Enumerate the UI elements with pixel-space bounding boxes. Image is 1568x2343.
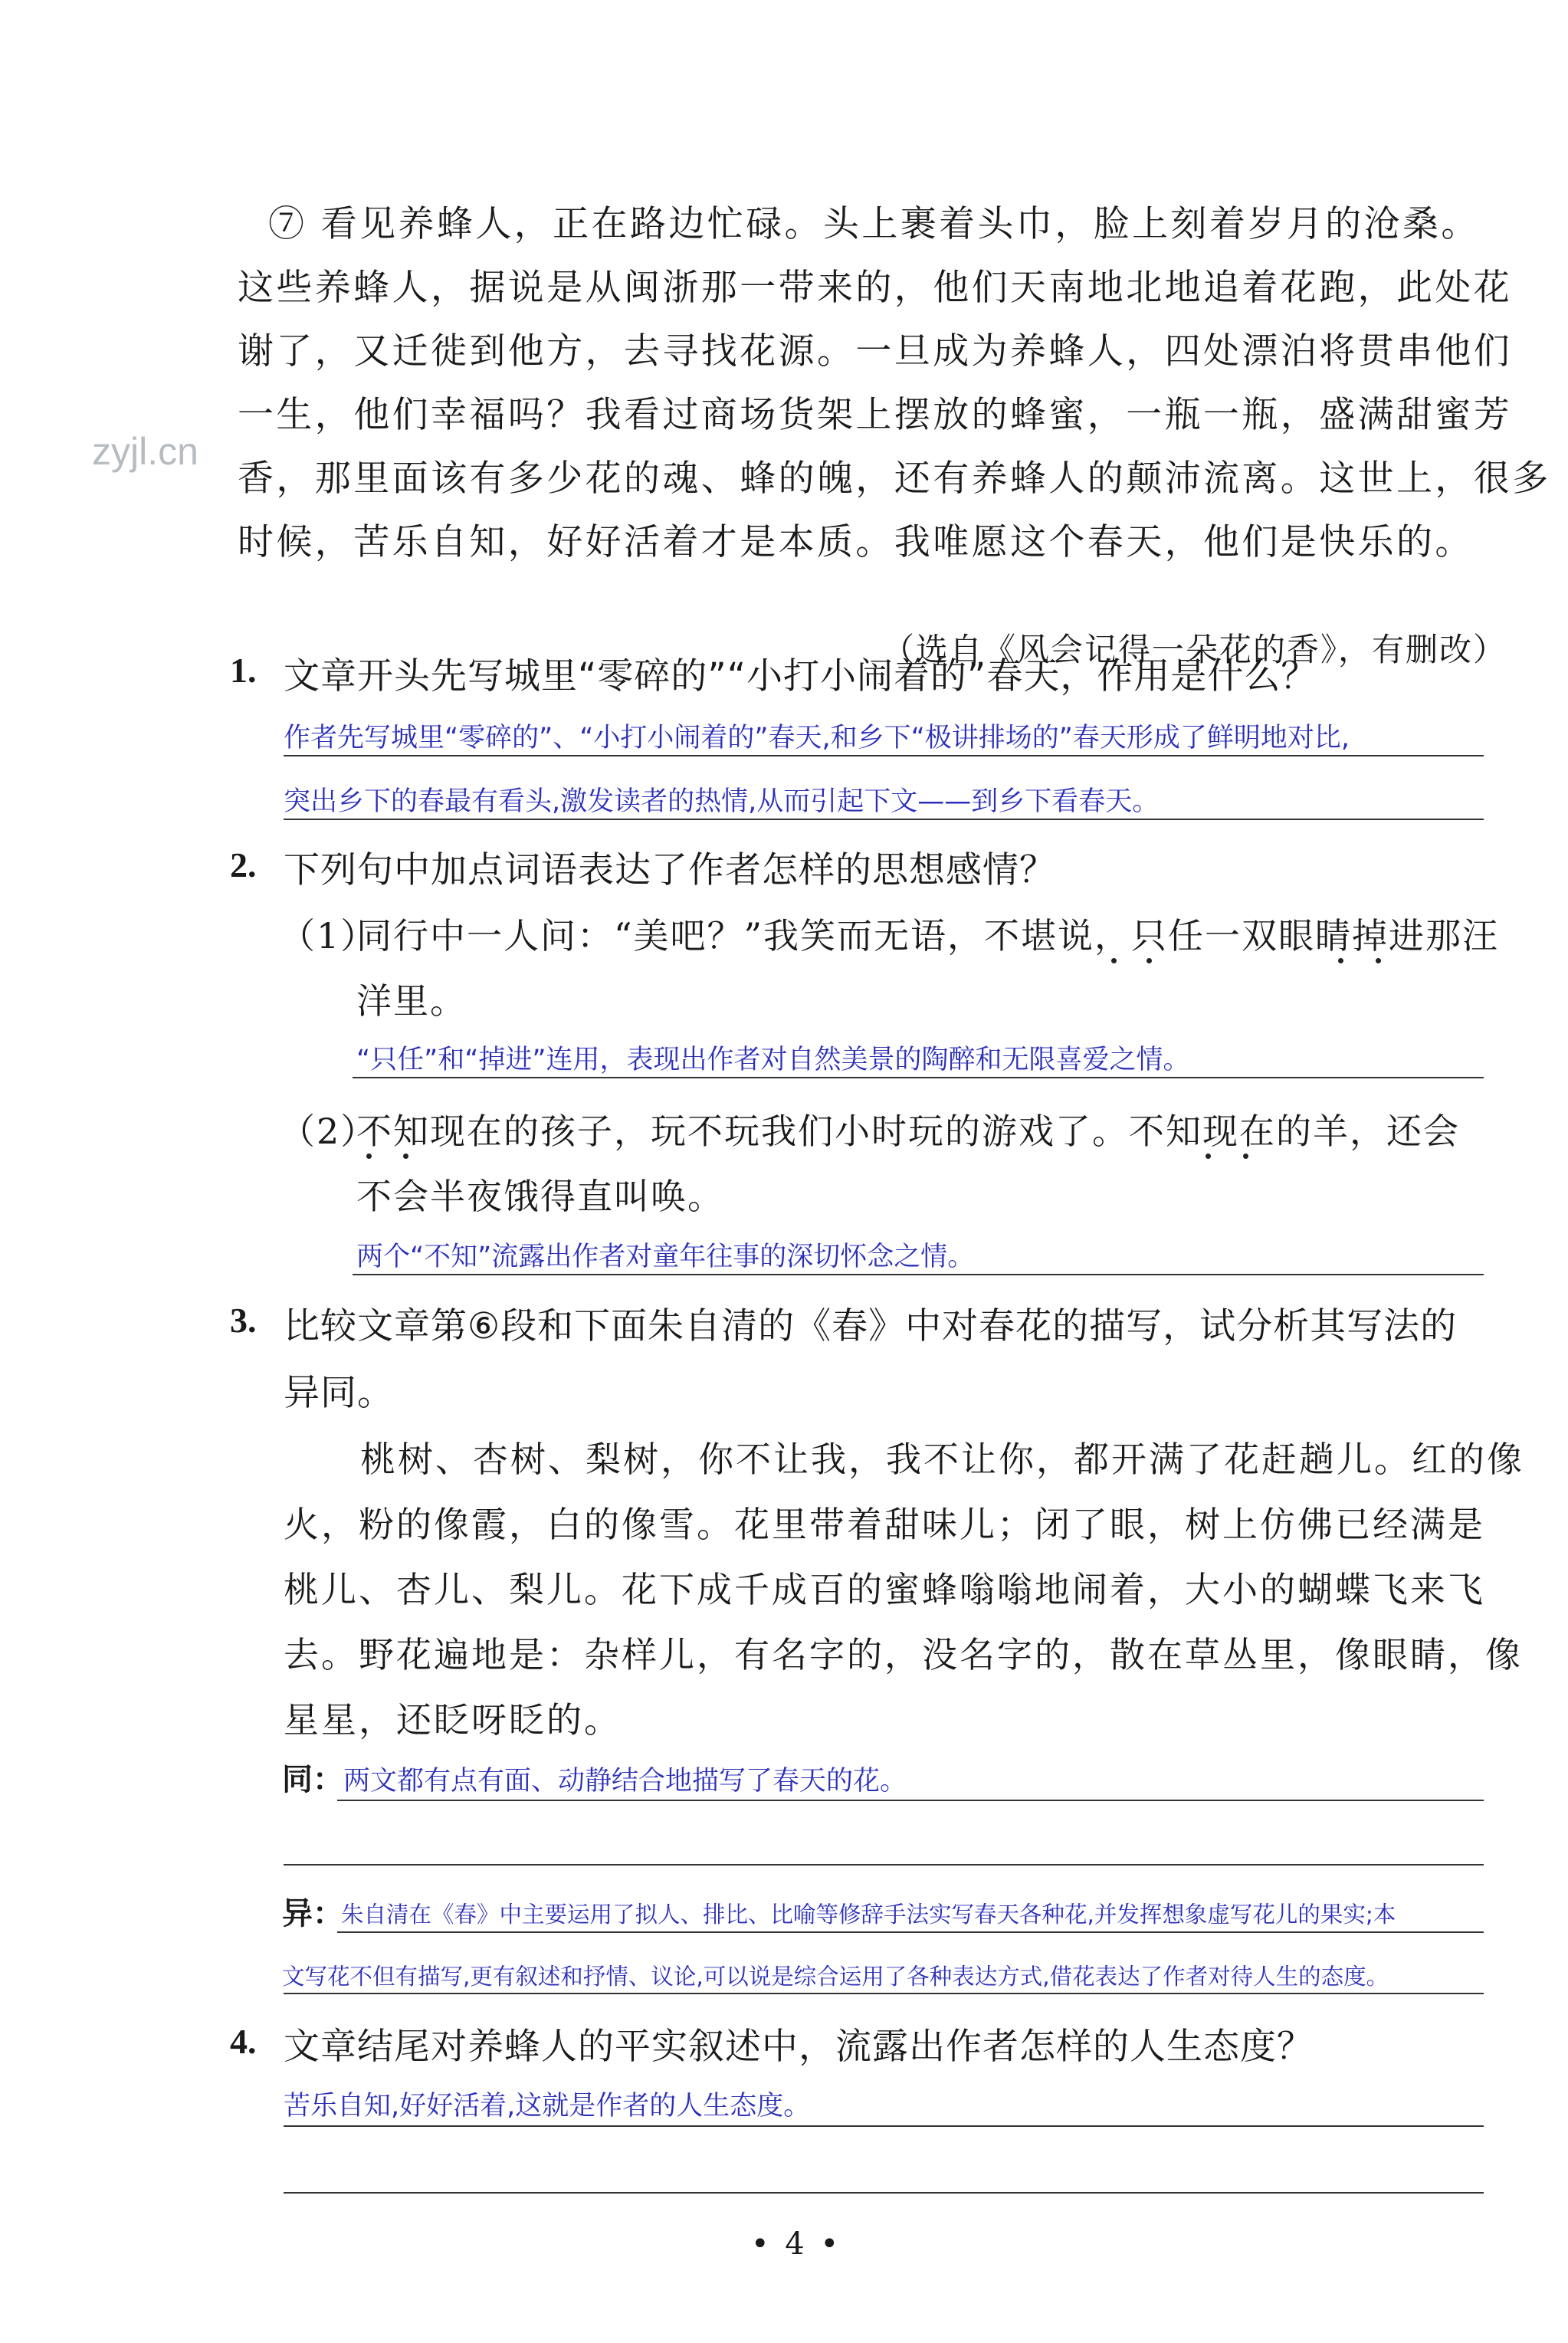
answer-line: 突出乡下的春最有看头,激发读者的热情,从而引起下文——到乡下看春天。 — [284, 786, 1160, 817]
quote-line: 桃儿、杏儿、梨儿。花下成千成百的蜜蜂嗡嗡地闹着，大小的蝴蝶飞来飞 — [284, 1569, 1485, 1610]
answer-rule — [284, 819, 1484, 820]
question-number: 3. — [230, 1301, 257, 1340]
question-number: 4. — [230, 2022, 257, 2061]
passage-line-3: 谢了，又迁徙到他方，去寻找花源。一旦成为养蜂人，四处漂泊将贯串他们 — [238, 330, 1513, 372]
answer-line: 朱自清在《春》中主要运用了拟人、排比、比喻等修辞手法实写春天各种花,并发挥想象虚写花儿的果实;本 — [341, 1902, 1396, 1928]
subquestion-label: （2） — [280, 1111, 378, 1152]
emphasis-dot — [1206, 1153, 1211, 1159]
passage-line-6: 时候，苦乐自知，好好活着才是本质。我唯愿这个春天，他们是快乐的。 — [238, 521, 1474, 563]
passage-line-4: 一生，他们幸福吗？我看过商场货架上摆放的蜂蜜，一瓶一瓶，盛满甜蜜芳 — [238, 394, 1513, 436]
question-text: 比较文章第⑥段和下面朱自清的《春》中对春花的描写，试分析其写法的 — [284, 1305, 1458, 1347]
answer-line: 两个“不知”流露出作者对童年往事的深切怀念之情。 — [356, 1242, 975, 1272]
emphasis-dot — [1338, 958, 1343, 963]
answer-line: 两文都有点有面、动静结合地描写了春天的花。 — [343, 1766, 907, 1797]
same-label: 同： — [282, 1762, 343, 1797]
quote-line: 火，粉的像霞，白的像雪。花里带着甜味儿；闭了眼，树上仿佛已经满是 — [284, 1504, 1485, 1545]
subquestion-line: 同行中一人问：“美吧？”我笑而无语，不堪说，只任一双眼睛掉进那汪 — [356, 915, 1500, 957]
answer-rule — [284, 2125, 1484, 2127]
passage-line-2: 这些养蜂人，据说是从闽浙那一带来的，他们天南地北地追着花跑，此处花 — [238, 267, 1513, 309]
quote-line: 星星，还眨呀眨的。 — [284, 1699, 622, 1741]
answer-line: 文写花不但有描写,更有叙述和抒情、议论,可以说是综合运用了各种表达方式,借花表达了作者对待人生的态度。 — [282, 1964, 1389, 1990]
emphasis-dot — [366, 1153, 372, 1159]
page-number: • 4 • — [751, 2227, 842, 2262]
subquestion-line: 洋里。 — [356, 980, 467, 1022]
question-text: 文章开头先写城里“零碎的”“小打小闹着的”春天，作用是什么？ — [284, 655, 1318, 697]
watermark: zyjl.cn — [92, 430, 198, 473]
subquestion-line: 不会半夜饿得直叫唤。 — [356, 1176, 724, 1217]
quote-line: 去。野花遍地是：杂样儿，有名字的，没名字的，散在草丛里，像眼睛，像 — [284, 1634, 1523, 1675]
subquestion-label: （1） — [280, 915, 378, 957]
answer-rule — [284, 1993, 1484, 1994]
answer-line: 作者先写城里“零碎的”、“小打小闹着的”春天,和乡下“极讲排场的”春天形成了鲜明地对比, — [284, 723, 1350, 753]
subquestion-line: 不知现在的孩子，玩不玩我们小时玩的游戏了。不知现在的羊，还会 — [356, 1111, 1460, 1152]
emphasis-dot — [1111, 958, 1117, 963]
emphasis-dot — [1376, 958, 1381, 963]
passage-source: （选自《风会记得一朵花的香》，有删改） — [881, 631, 1507, 668]
answer-line: “只任”和“掉进”连用，表现出作者对自然美景的陶醉和无限喜爱之情。 — [356, 1045, 1190, 1075]
answer-rule — [284, 1864, 1484, 1866]
answer-rule — [284, 755, 1484, 756]
question-text: 文章结尾对养蜂人的平实叙述中，流露出作者怎样的人生态度？ — [284, 2026, 1314, 2068]
emphasis-dot — [1243, 1153, 1248, 1159]
question-number: 2. — [230, 845, 257, 884]
diff-label: 异： — [282, 1896, 343, 1931]
question-text: 异同。 — [284, 1372, 394, 1414]
answer-rule — [337, 1800, 1484, 1801]
question-text: 下列句中加点词语表达了作者怎样的思想感情？ — [284, 849, 1056, 891]
answer-rule — [337, 1931, 1484, 1933]
quote-line: 桃树、杏树、梨树，你不让我，我不让你，都开满了花赶趟儿。红的像 — [360, 1439, 1524, 1480]
passage-line-1: ⑦ 看见养蜂人，正在路边忙碌。头上裹着头巾，脸上刻着岁月的沧桑。 — [268, 203, 1480, 245]
answer-rule — [353, 1077, 1484, 1078]
question-number: 1. — [230, 651, 257, 690]
answer-rule — [284, 2192, 1484, 2194]
emphasis-dot — [403, 1153, 408, 1159]
passage-line-5: 香，那里面该有多少花的魂、蜂的魄，还有养蜂人的颠沛流离。这世上，很多 — [238, 458, 1551, 500]
answer-rule — [353, 1274, 1484, 1275]
answer-line: 苦乐自知,好好活着,这就是作者的人生态度。 — [284, 2091, 811, 2121]
emphasis-dot — [1146, 958, 1152, 963]
